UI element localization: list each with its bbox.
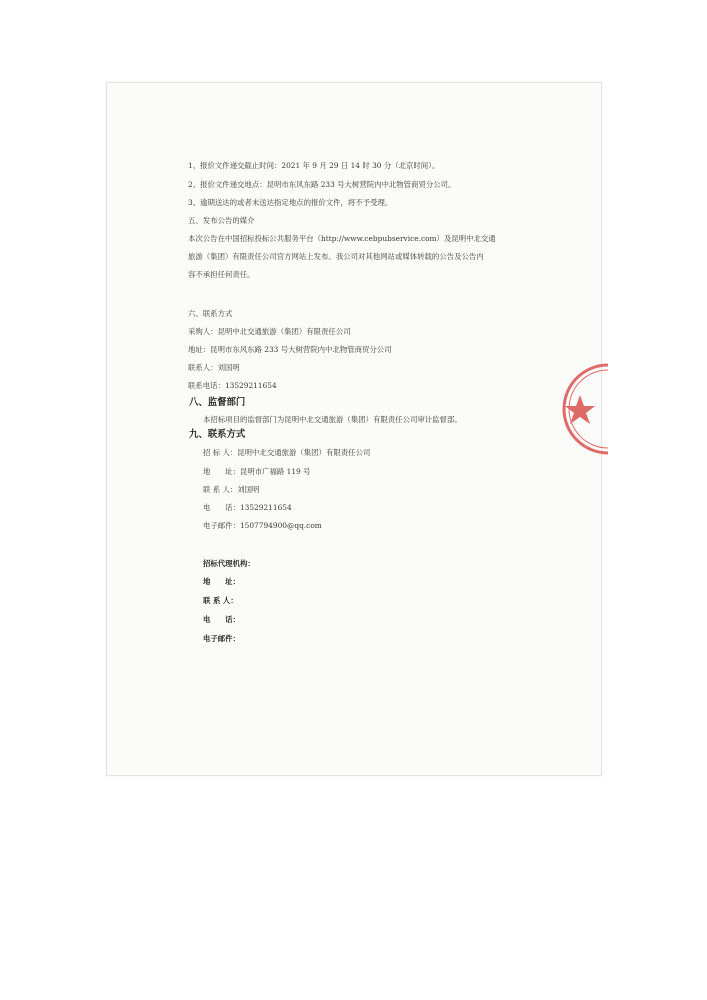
tenderer-line: 招 标 人：昆明中北交通旅游（集团）有限责任公司 [203,448,371,457]
media-paragraph-line-3: 容不承担任何责任。 [188,270,255,279]
company-seal [562,360,608,458]
tenderer-address-line: 地 址：昆明市广福路 119 号 [203,467,311,476]
buyer-contact-line: 联系人：刘国明 [188,363,240,372]
buyer-line: 采购人：昆明中北交通旅游（集团）有限责任公司 [188,327,351,336]
contact-heading: 六、联系方式 [188,309,233,318]
location-line: 2、报价文件递交地点：昆明市东风东路 233 号大树营院内中北物管商贸分公司。 [188,180,456,189]
tenderer-contact-heading: 九、联系方式 [189,429,246,440]
deadline-line: 1、报价文件递交截止时间：2021 年 9 月 29 日 14 时 30 分（北京时间）。 [188,161,440,170]
late-submission-line: 3、逾期送达的或者未送达指定地点的报价文件，将不予受理。 [188,198,393,207]
agency-heading: 招标代理机构： [203,559,255,568]
tenderer-phone-line: 电 话：13529211654 [203,503,292,512]
media-heading: 五、发布公告的媒介 [188,216,255,225]
tenderer-contact-line: 联 系 人：刘国明 [203,485,260,494]
supervision-text: 本招标项目的监督部门为昆明中北交通旅游（集团）有限责任公司审计监督部。 [203,415,462,424]
seal-stamp-icon [562,360,608,458]
buyer-phone-line: 联系电话：13529211654 [188,381,277,390]
media-paragraph-line-2: 旅游（集团）有限责任公司官方网站上发布。我公司对其他网站或媒体转载的公告及公告内 [188,252,484,261]
agency-address-line: 地 址： [203,577,240,586]
agency-email-line: 电子邮件： [203,634,240,643]
agency-phone-line: 电 话： [203,615,240,624]
supervision-heading: 八、监督部门 [189,397,246,408]
media-paragraph-line-1: 本次公告在中国招标投标公共服务平台（http://www.cebpubservice.com）及昆明中北交通 [188,234,496,243]
tenderer-email-line: 电子邮件：1507794900@qq.com [203,521,322,530]
agency-contact-line: 联 系 人： [203,596,238,605]
buyer-address-line: 地址：昆明市东风东路 233 号大树营院内中北物管商贸分公司 [188,345,392,354]
